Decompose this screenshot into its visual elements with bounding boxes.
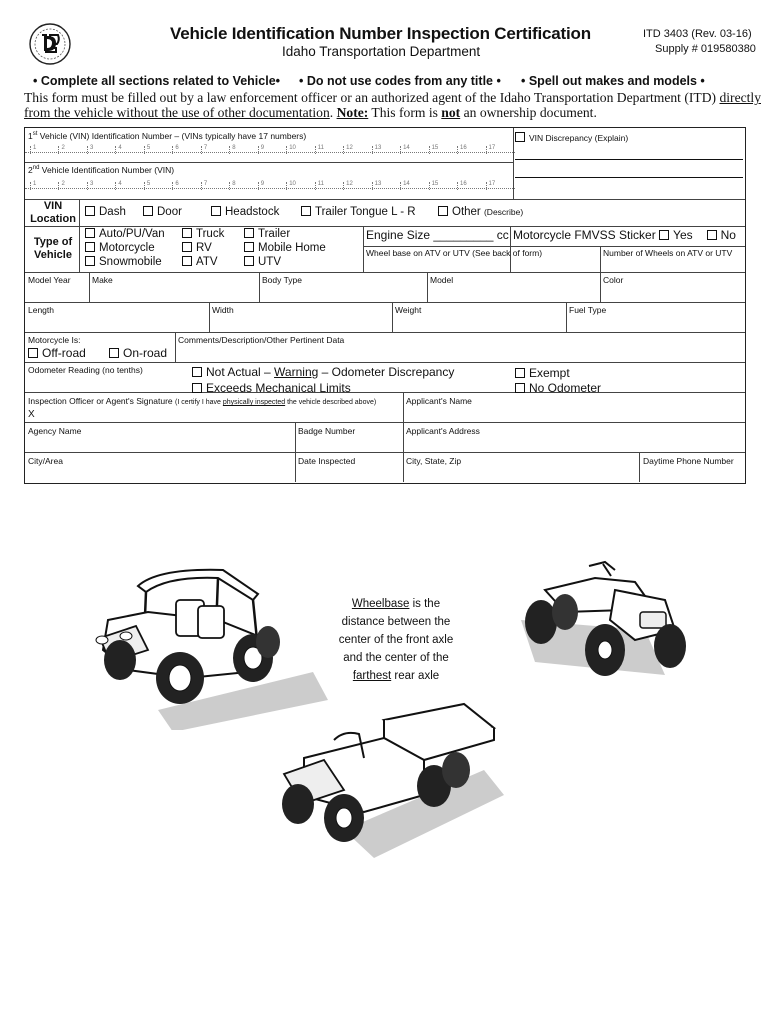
vin-digit-position[interactable] [30,146,58,154]
checkbox[interactable] [109,348,119,358]
type-trailer[interactable]: Trailer [244,228,290,240]
checkbox[interactable] [244,256,254,266]
fmvss-sticker: Motorcycle FMVSS Sticker Yes No [513,228,736,242]
wheels-atv-label: Number of Wheels on ATV or UTV [603,248,733,258]
checkbox[interactable] [85,256,95,266]
body-type-field[interactable]: Body Type [262,275,303,285]
comments-field[interactable]: Comments/Description/Other Pertinent Data [178,335,345,345]
vin-digit-position[interactable] [115,146,143,154]
vin-digit-position[interactable] [372,146,400,154]
date-inspected-field[interactable]: Date Inspected [298,456,356,466]
vin1-label: 1st Vehicle (VIN) Identification Number – (VINs typically have 17 numbers) [28,131,307,141]
vin-digit-position[interactable] [87,146,115,154]
type-truck[interactable]: Truck [182,228,224,240]
checkbox[interactable] [143,206,153,216]
checkbox[interactable] [515,368,525,378]
vin-discrepancy-checkbox[interactable] [515,132,525,142]
type-auto[interactable]: Auto/PU/Van [85,228,165,240]
checkbox[interactable] [85,206,95,216]
checkbox[interactable] [211,206,221,216]
type-atv[interactable]: ATV [182,256,218,268]
city-state-zip-field[interactable]: City, State, Zip [406,456,462,466]
vin-location-label: VIN Location [30,200,76,225]
wheelbase-note: Wheelbase is the distance between the center of the front axle and the center of the farthest rear axle [338,598,454,682]
make-field[interactable]: Make [92,275,113,285]
model-year-field[interactable]: Model Year [28,275,71,285]
checkbox[interactable] [244,242,254,252]
vin-digit-position[interactable] [429,182,457,190]
bullet-complete-sections: • Complete all sections related to Vehicle• [33,74,281,88]
vin-location-trailer-tongue[interactable]: Trailer Tongue L - R [301,206,416,218]
vin-digit-position[interactable] [286,146,314,154]
checkbox[interactable] [438,206,448,216]
vin-location-door[interactable]: Door [143,206,182,218]
not-actual-option[interactable]: Not Actual – Warning – Odometer Discrepancy [192,365,454,379]
idaho-seal-logo [28,22,72,66]
vin-digit-position[interactable] [172,146,200,154]
off-road-option[interactable]: Off-road [28,346,86,360]
utility-vehicle-illustration [264,700,504,860]
vin-digit-position[interactable] [372,182,400,190]
checkbox[interactable] [192,383,202,393]
vin-digit-position[interactable] [343,182,371,190]
instructions: This form must be filled out by a law enforcement officer or an authorized agent of the Idaho Transportation Department (ITD) directly from the vehicle without the use of other documentation. Note: This form is not an ownership document. [24,90,761,120]
vin-digit-position[interactable] [429,146,457,154]
vin-digit-position[interactable] [144,182,172,190]
vin-digit-position[interactable] [400,146,428,154]
model-field[interactable]: Model [430,275,454,285]
vin-discrepancy-line-1[interactable] [515,159,743,160]
atv-illustration [515,560,695,695]
vin-digit-position[interactable] [87,182,115,190]
bullet-spell-out: • Spell out makes and models • [521,74,705,88]
vin-digit-position[interactable] [315,146,343,154]
wheel-base-label: Wheel base on ATV or UTV (See back of form) [366,248,543,258]
vin-digit-position[interactable] [400,182,428,190]
vin-location-headstock[interactable]: Headstock [211,206,279,218]
supply-number: Supply # 019580380 [655,43,756,55]
weight-field[interactable]: Weight [395,305,422,315]
vin-digit-position[interactable] [229,146,257,154]
on-road-option[interactable]: On-road [109,346,167,360]
form-title: Vehicle Identification Number Inspection Certification [170,24,591,43]
vin-digit-position[interactable] [286,182,314,190]
checkbox[interactable] [192,367,202,377]
type-motorcycle[interactable]: Motorcycle [85,242,155,254]
inspection-form [24,127,746,484]
vin-discrepancy-option[interactable]: VIN Discrepancy (Explain) [515,132,628,143]
vin-digit-position[interactable] [229,182,257,190]
vin-digit-position[interactable] [201,182,229,190]
type-utv[interactable]: UTV [244,256,281,268]
exceeds-limits-option[interactable]: Exceeds Mechanical Limits [192,381,351,395]
color-field[interactable]: Color [603,275,624,285]
fuel-type-field[interactable]: Fuel Type [569,305,607,315]
checkbox[interactable] [182,242,192,252]
type-mobile-home[interactable]: Mobile Home [244,242,326,254]
vin-digit-position[interactable] [457,146,485,154]
signature-label: Inspection Officer or Agent's Signature (I certify I have physically inspected the vehicle described above) [28,396,377,406]
engine-size-field[interactable]: Engine Size _________ cc [366,228,509,242]
vin-digit-position[interactable] [258,146,286,154]
checkbox[interactable] [244,228,254,238]
vin-digit-position[interactable] [58,182,86,190]
fmvss-yes-checkbox[interactable] [659,230,669,240]
vin-digit-position[interactable] [115,182,143,190]
bullet-no-codes: • Do not use codes from any title • [299,74,501,88]
form-number: ITD 3403 (Rev. 03-16) [643,28,752,40]
checkbox[interactable] [28,348,38,358]
vin-digit-position[interactable] [486,182,514,190]
applicant-address-field[interactable]: Applicant's Address [406,426,480,436]
vin-digit-position[interactable] [258,182,286,190]
vin-digit-position[interactable] [172,182,200,190]
checkbox[interactable] [85,228,95,238]
agency-name-field[interactable]: Agency Name [28,426,82,436]
checkbox[interactable] [182,256,192,266]
checkbox[interactable] [182,228,192,238]
vin2-label: 2nd Vehicle Identification Number (VIN) [28,165,175,175]
vin-digit-position[interactable] [58,146,86,154]
type-snowmobile[interactable]: Snowmobile [85,256,162,268]
odometer-field[interactable]: Odometer Reading (no tenths) [28,365,143,375]
vin-digit-position[interactable] [201,146,229,154]
vin1-entry-field[interactable] [25,152,515,153]
length-field[interactable]: Length [28,305,54,315]
badge-number-field[interactable]: Badge Number [298,426,356,436]
vin2-entry-field[interactable] [25,188,515,189]
exempt-option[interactable]: Exempt [515,366,570,380]
vin-digit-position[interactable] [457,182,485,190]
motorcycle-is-label: Motorcycle Is: [28,335,81,345]
vin-discrepancy-line-2[interactable] [515,177,743,178]
width-field[interactable]: Width [212,305,234,315]
vin-digit-position[interactable] [343,146,371,154]
applicant-name-field[interactable]: Applicant's Name [406,396,472,406]
no-odometer-option[interactable]: No Odometer [515,381,601,395]
checkbox[interactable] [515,383,525,393]
checkbox[interactable] [301,206,311,216]
phone-field[interactable]: Daytime Phone Number [643,456,734,466]
signature-field[interactable]: X [28,409,35,420]
type-rv[interactable]: RV [182,242,212,254]
vin-location-dash[interactable]: Dash [85,206,126,218]
vin-digit-position[interactable] [144,146,172,154]
vin-digit-position[interactable] [486,146,514,154]
vin-digit-position[interactable] [30,182,58,190]
vehicle-type-label: Type of Vehicle [33,236,73,261]
fmvss-no-checkbox[interactable] [707,230,717,240]
checkbox[interactable] [85,242,95,252]
vin-location-other[interactable]: Other (Describe) [438,206,523,218]
department-name: Idaho Transportation Department [282,44,481,59]
city-area-field[interactable]: City/Area [28,456,63,466]
vin-digit-position[interactable] [315,182,343,190]
